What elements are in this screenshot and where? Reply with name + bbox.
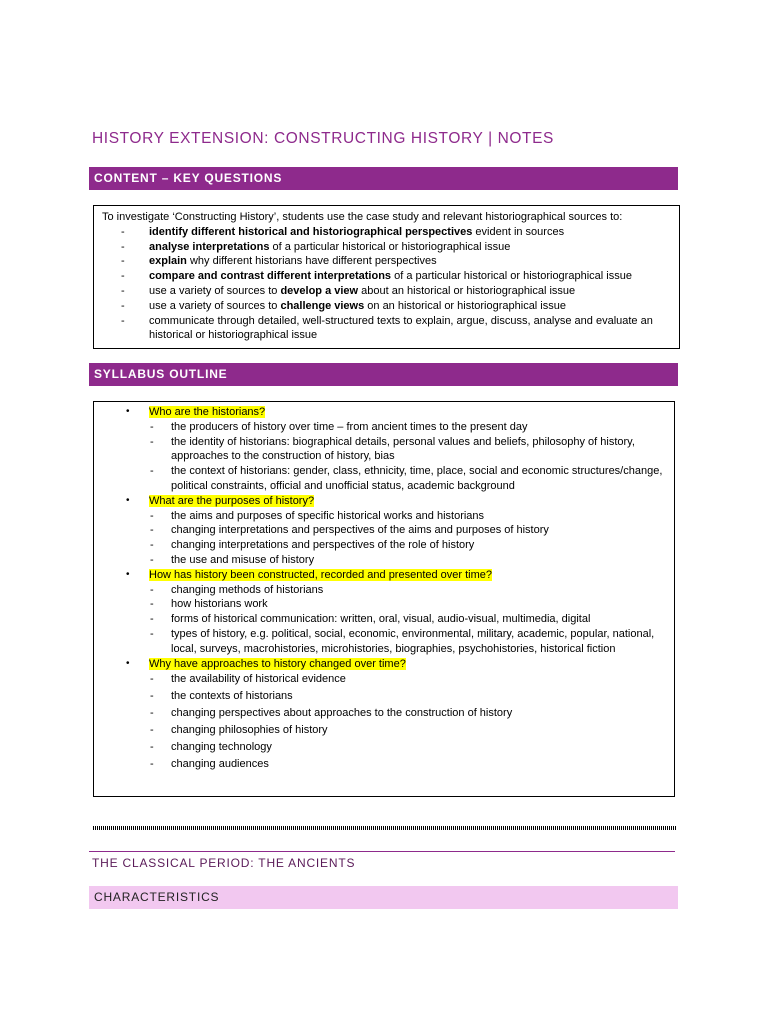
topic-point [100, 420, 668, 435]
topic-point-text: the identity of historians: biographical details, personal values and beliefs, philosophy of history, approaches to the construction of history, bias [171, 435, 635, 463]
dash-marker: - [150, 673, 154, 686]
topic-point [100, 756, 668, 773]
key-question-item [102, 225, 671, 240]
key-question-item [102, 299, 671, 314]
key-question-text: communicate through detailed, well-structured texts to explain, argue, discuss, analyse and evaluate an historical or historiographical issue [149, 314, 653, 342]
dash-marker: - [150, 509, 154, 522]
topic-point [100, 523, 668, 538]
key-questions-intro: To investigate ‘Constructing History’, students use the case study and relevant historiographical sources to: [102, 211, 623, 223]
dash-marker: - [150, 420, 154, 433]
dash-marker: - [150, 690, 154, 703]
topic-point-text: types of history, e.g. political, social, economic, environmental, military, academic, popular, national, local, surveys, macrohistories, microhistories, biographies, psychohistories, historical fiction [171, 627, 655, 655]
bullet-marker: • [126, 494, 130, 506]
key-question-item [102, 254, 671, 269]
key-question-emphasis: identify different historical and historiographical perspectives [149, 225, 473, 238]
topic-point-text: the use and misuse of history [171, 553, 315, 566]
topic-points [100, 509, 668, 568]
topic-point [100, 509, 668, 524]
topic-point-text: the producers of history over time – from ancient times to the present day [171, 420, 528, 433]
topic-point-text: changing technology [171, 741, 272, 754]
key-question-text: use a variety of sources to [149, 299, 281, 312]
key-question-emphasis: develop a view [280, 284, 359, 297]
bullet-marker: • [126, 657, 130, 669]
dash-marker: - [150, 627, 154, 640]
topic-point [100, 739, 668, 756]
key-question-emphasis: explain [149, 255, 187, 268]
key-questions-box [93, 205, 680, 349]
dash-marker: - [150, 524, 154, 537]
syllabus-topic [100, 568, 668, 583]
topic-point-text: forms of historical communication: written, oral, visual, audio-visual, multimedia, digital [171, 613, 591, 626]
dash-marker: - [150, 435, 154, 448]
topic-point-text: changing philosophies of history [171, 724, 328, 737]
topic-point [100, 583, 668, 598]
topic-point [100, 688, 668, 705]
dash-marker: - [150, 758, 154, 771]
key-question-item [102, 240, 671, 255]
topic-point-text: the contexts of historians [171, 690, 293, 703]
characteristics-header: CHARACTERISTICS [89, 886, 678, 909]
topic-question: What are the purposes of history? [149, 494, 315, 507]
topic-point-text: changing perspectives about approaches to the construction of history [171, 707, 513, 720]
topic-points [100, 583, 668, 657]
dash-marker: - [150, 707, 154, 720]
topic-point [100, 627, 668, 657]
key-question-text: of a particular historical or historiographical issue [269, 240, 511, 253]
syllabus-topic [100, 657, 668, 672]
content-key-questions-header: CONTENT – KEY QUESTIONS [89, 167, 678, 190]
key-question-emphasis: compare and contrast different interpretations [149, 270, 392, 283]
dash-marker: - [121, 255, 125, 268]
topic-points [100, 671, 668, 773]
dotted-divider [93, 826, 676, 830]
topic-point [100, 612, 668, 627]
topic-point-text: changing methods of historians [171, 583, 324, 596]
bullet-marker: • [126, 568, 130, 580]
topic-point [100, 705, 668, 722]
syllabus-topic [100, 405, 668, 420]
topic-point [100, 671, 668, 688]
topic-point [100, 553, 668, 568]
key-question-text: about an historical or historiographical issue [358, 284, 576, 297]
syllabus-outline-header: SYLLABUS OUTLINE [89, 363, 678, 386]
topic-point [100, 464, 668, 494]
topic-point [100, 538, 668, 553]
topic-point-text: changing interpretations and perspectives of the aims and purposes of history [171, 524, 549, 537]
dash-marker: - [150, 465, 154, 478]
dash-marker: - [121, 270, 125, 283]
topic-point-text: how historians work [171, 598, 268, 611]
key-question-emphasis: analyse interpretations [149, 240, 270, 253]
topic-point-text: the availability of historical evidence [171, 673, 346, 686]
topic-point-text: the context of historians: gender, class, ethnicity, time, place, social and economic structures/change, political constraints, official and unofficial status, academic background [171, 465, 663, 492]
dash-marker: - [150, 553, 154, 566]
key-questions-list [102, 225, 671, 343]
bullet-marker: • [126, 406, 130, 417]
key-question-emphasis: challenge views [280, 299, 365, 312]
topic-point [100, 722, 668, 739]
key-question-item [102, 284, 671, 299]
key-question-text: on an historical or historiographical issue [364, 299, 566, 312]
dash-marker: - [150, 613, 154, 626]
topic-point-text: changing audiences [171, 758, 269, 771]
topic-points [100, 420, 668, 494]
key-question-item [102, 314, 671, 344]
topic-point [100, 597, 668, 612]
dash-marker: - [150, 741, 154, 754]
topic-point-text: changing interpretations and perspectives of the role of history [171, 539, 475, 552]
topic-question: Who are the historians? [149, 406, 266, 418]
topic-point-text: the aims and purposes of specific historical works and historians [171, 509, 485, 522]
dash-marker: - [121, 299, 125, 312]
syllabus-outline-box [93, 401, 675, 797]
dash-marker: - [121, 284, 125, 297]
dash-marker: - [150, 539, 154, 552]
key-question-item [102, 269, 671, 284]
key-question-text: why different historians have different perspectives [186, 255, 437, 268]
topic-question: How has history been constructed, recorded and presented over time? [149, 568, 493, 581]
syllabus-topic [100, 494, 668, 509]
classical-period-heading: THE CLASSICAL PERIOD: THE ANCIENTS [89, 851, 675, 873]
topic-point [100, 435, 668, 465]
key-question-text: evident in sources [472, 225, 565, 238]
dash-marker: - [121, 240, 125, 253]
document-title: HISTORY EXTENSION: CONSTRUCTING HISTORY | NOTES [92, 130, 554, 147]
dash-marker: - [150, 724, 154, 737]
dash-marker: - [150, 583, 154, 596]
dash-marker: - [150, 598, 154, 611]
key-question-text: use a variety of sources to [149, 284, 281, 297]
dash-marker: - [121, 225, 125, 238]
key-question-text: of a particular historical or historiographical issue [391, 270, 632, 283]
topic-question: Why have approaches to history changed over time? [149, 657, 406, 670]
dash-marker: - [121, 314, 125, 327]
